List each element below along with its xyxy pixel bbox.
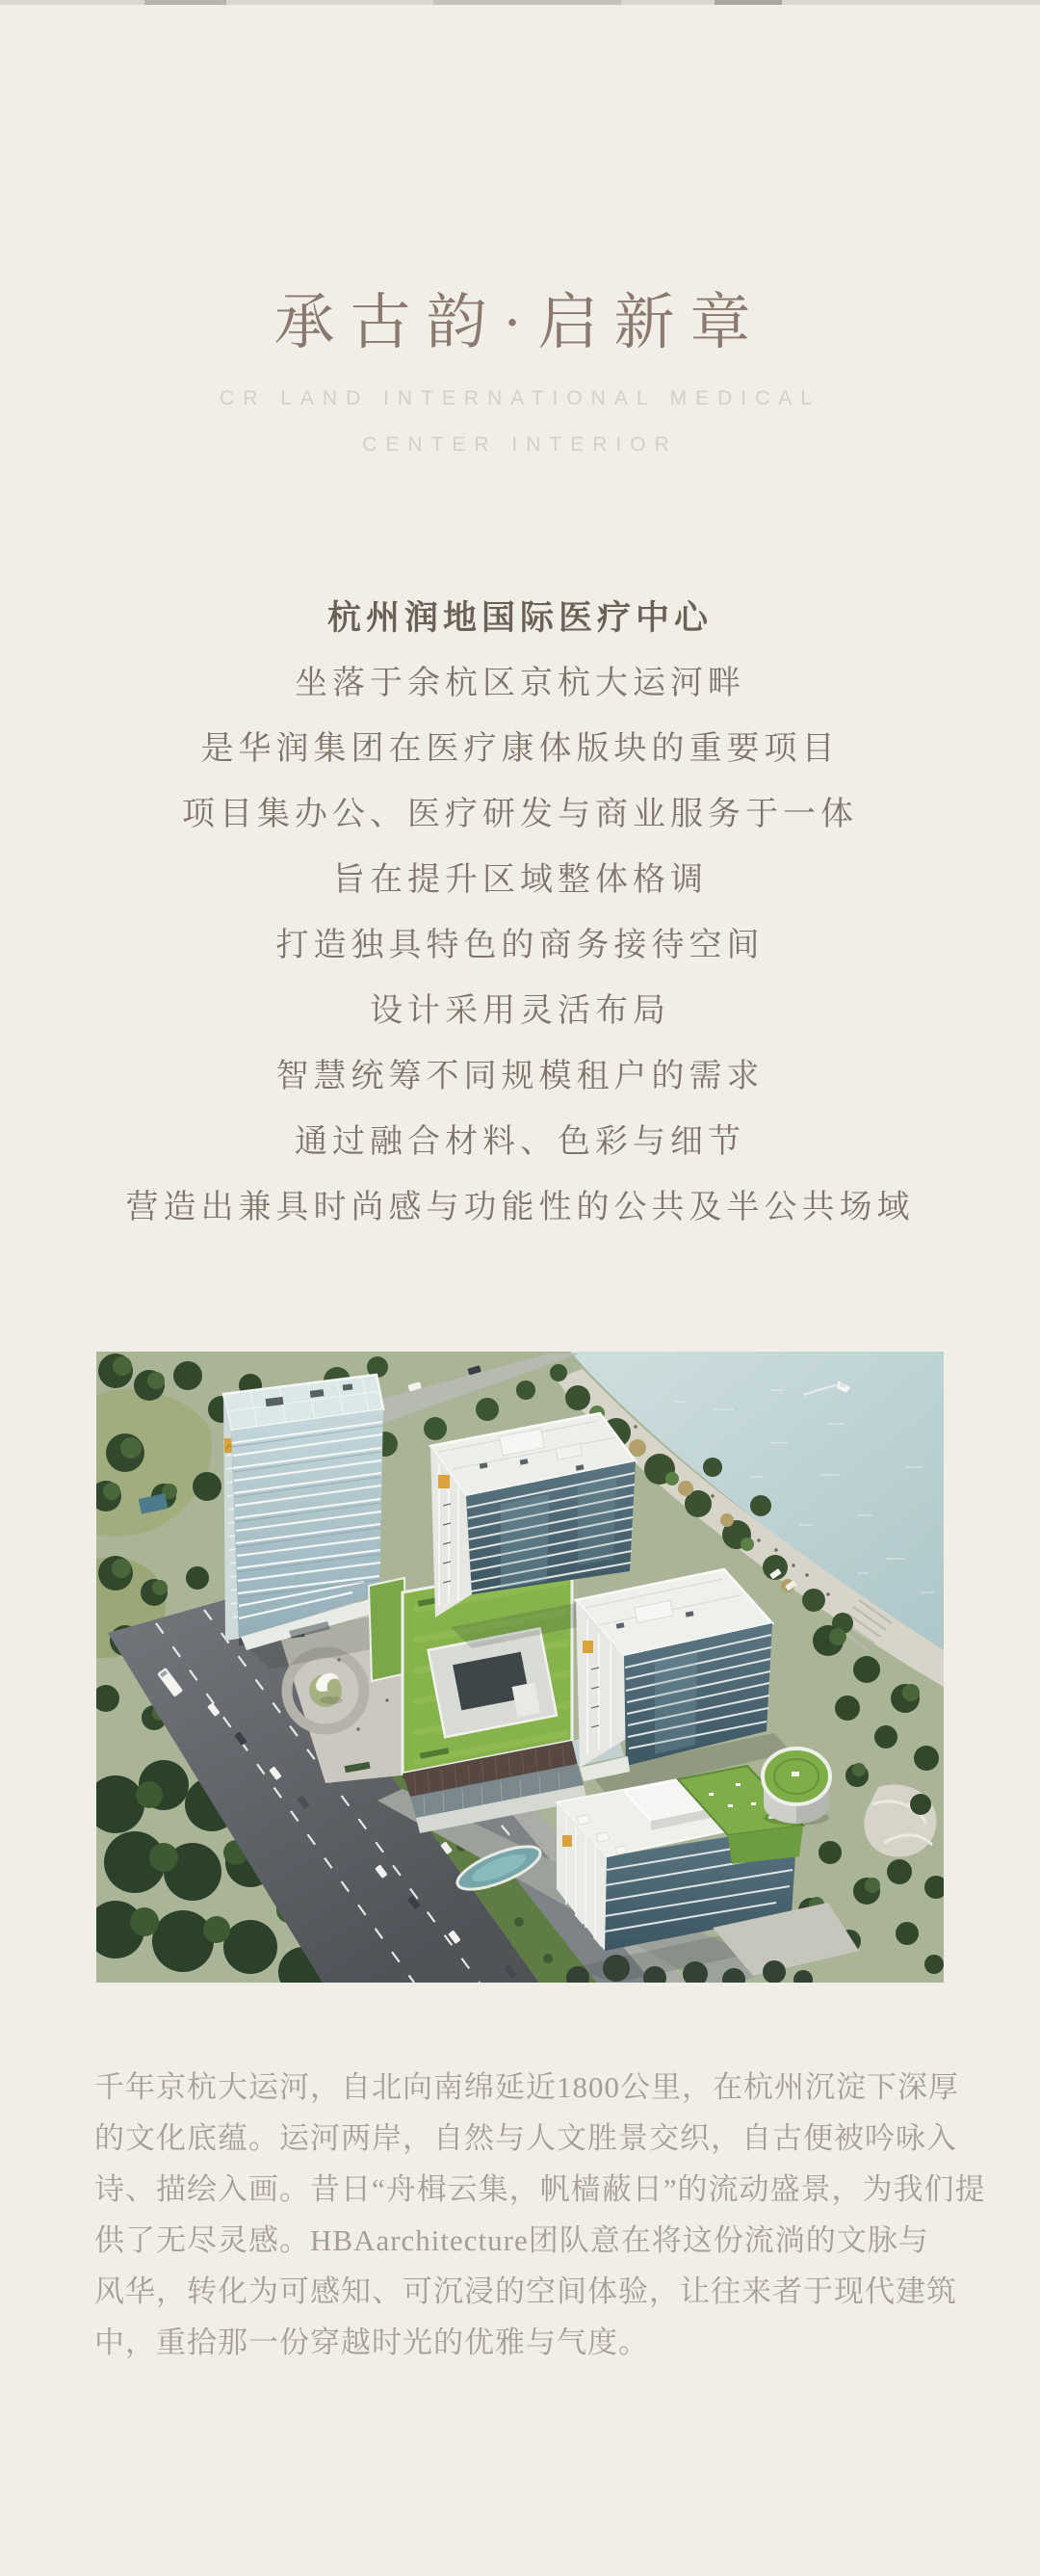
top-edge-strip xyxy=(0,0,1040,5)
subtitle-line-1: CR LAND INTERNATIONAL MEDICAL xyxy=(220,387,820,409)
paragraph-line: 供了无尽灵感。HBAarchitecture团队意在将这份流淌的文脉与 xyxy=(94,2223,929,2257)
subtitle-line-2: CENTER INTERIOR xyxy=(362,434,678,456)
body-paragraph xyxy=(94,2062,986,2368)
intro-line: 通过融合材料、色彩与细节 xyxy=(295,1124,745,1160)
paragraph-line: 的文化底蕴。运河两岸，自然与人文胜景交织，自古便被吟咏入 xyxy=(94,2121,957,2155)
paragraph-line: 千年京杭大运河，自北向南绵延近1800公里，在杭州沉淀下深厚 xyxy=(94,2070,959,2104)
paragraph-line: 诗、描绘入画。昔日“舟楫云集，帆樯蔽日”的流动盛景，为我们提 xyxy=(94,2172,986,2206)
intro-line: 旨在提升区域整体格调 xyxy=(332,862,708,898)
cr-logo-low-building xyxy=(562,1835,572,1847)
intro-line: 打造独具特色的商务接待空间 xyxy=(275,928,765,963)
intro-line: 智慧统筹不同规模租户的需求 xyxy=(275,1059,765,1094)
round-pavilion xyxy=(763,1748,830,1826)
paragraph-line: 风华，转化为可感知、可沉浸的空间体验，让往来者于现代建筑 xyxy=(94,2274,957,2308)
intro-line: 设计采用灵活布局 xyxy=(370,993,670,1029)
paragraph-line: 中，重拾那一份穿越时光的优雅与气度。 xyxy=(94,2326,649,2359)
intro-line: 坐落于余杭区京杭大运河畔 xyxy=(295,666,745,701)
hero-image[interactable] xyxy=(96,1352,944,1983)
intro-line: 营造出兼具时尚感与功能性的公共及半公共场域 xyxy=(125,1190,915,1225)
aerial-rendering xyxy=(96,1352,944,1983)
cr-logo-tower-a xyxy=(438,1475,450,1488)
page-title: 承古韵·启新章 xyxy=(273,289,767,356)
intro-line: 是华润集团在医疗康体版块的重要项目 xyxy=(200,731,840,767)
intro-block xyxy=(0,586,1040,1241)
intro-line: 项目集办公、医疗研发与商业服务于一体 xyxy=(182,797,858,832)
intro-line-lead: 杭州润地国际医疗中心 xyxy=(326,599,713,637)
cr-logo-tower-b xyxy=(583,1641,593,1653)
